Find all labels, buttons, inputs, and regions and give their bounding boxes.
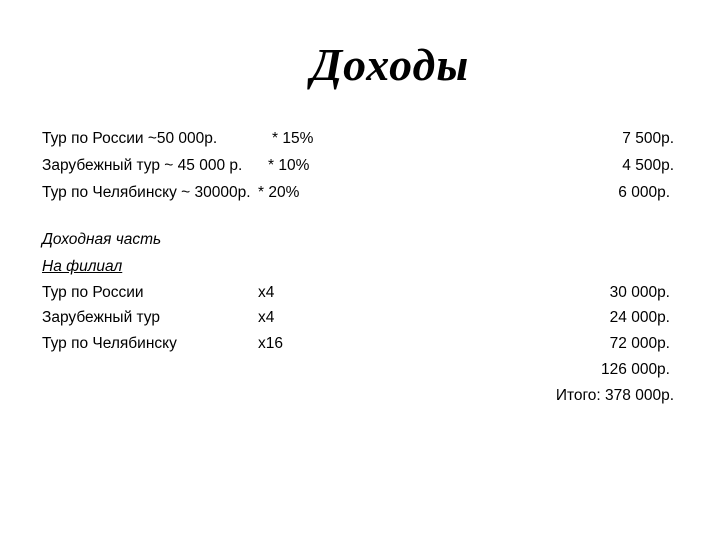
branch-row-multiplier: х4 [258,284,275,301]
tour-label: Тур по России ~50 000р. [42,130,218,147]
page-title: Доходы [310,39,470,90]
tour-label: Зарубежный тур ~ 45 000 р. [42,157,243,174]
tour-rate: * 20% [258,184,300,201]
branch-row-label: Тур по Челябинску [42,335,177,352]
tour-rate: * 10% [268,157,310,174]
subheading: На филиал [42,258,123,275]
tour-income: 4 500р. [622,157,674,174]
tour-income: 7 500р. [622,130,674,147]
branch-row-label: Зарубежный тур [42,309,161,326]
section-heading: Доходная часть [42,231,162,248]
grand-total: Итого: 378 000р. [555,387,674,404]
tour-label: Тур по Челябинску ~ 30000р. [42,184,251,201]
tour-rate: * 15% [272,130,314,147]
branch-row-label: Тур по России [42,284,144,301]
subtotal: 126 000р. [601,361,670,378]
branch-row-amount: 24 000р. [609,309,670,326]
branch-row-amount: 72 000р. [609,335,670,352]
branch-row-amount: 30 000р. [609,284,670,301]
branch-row-multiplier: х4 [258,309,275,326]
tour-income: 6 000р. [618,184,670,201]
branch-row-multiplier: х16 [258,335,283,352]
